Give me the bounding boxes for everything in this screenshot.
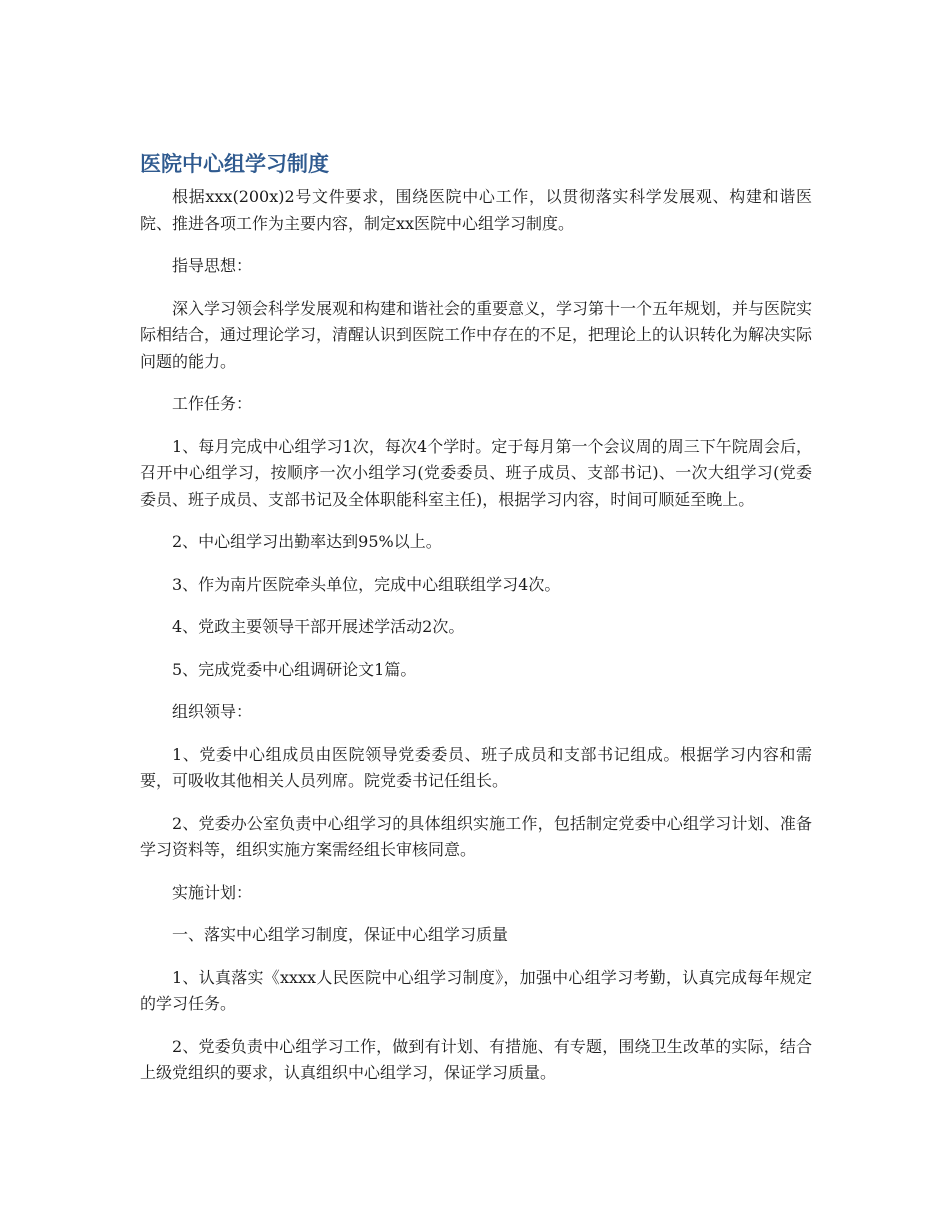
intro-paragraph: 根据xxx(200x)2号文件要求，围绕医院中心工作，以贯彻落实科学发展观、构建和谐医院、推进各项工作为主要内容，制定xx医院中心组学习制度。: [140, 187, 812, 233]
work-task-item-2: 2、中心组学习出勤率达到95%以上。: [172, 532, 442, 551]
section-heading-organization: 组织领导：: [172, 702, 253, 721]
organization-item-2: 2、党委办公室负责中心组学习的具体组织实施工作，包括制定党委中心组学习计划、准备学习资料等，组织实施方案需经组长审核同意。: [140, 813, 812, 859]
implementation-item-1: 1、认真落实《xxxx人民医院中心组学习制度》，加强中心组学习考勤，认真完成每年规定的学习任务。: [140, 967, 812, 1013]
document-body: [140, 146, 812, 1103]
work-task-item-5: 5、完成党委中心组调研论文1篇。: [172, 659, 417, 679]
work-task-item-1: 1、每月完成中心组学习1次，每次4个学时。定于每月第一个会议周的周三下午院周会后，召开中心组学习，按顺序一次小组学习(党委委员、班子成员、支部书记)、一次大组学习(党委委员、班子成员、支部书记及全体职能科室主任)，根据学习内容，时间可顺延至晚上。: [140, 436, 812, 509]
section-heading-work-tasks: 工作任务：: [172, 394, 253, 413]
document-title: 医院中心组学习制度: [140, 152, 329, 176]
guiding-ideology-paragraph: 深入学习领会科学发展观和构建和谐社会的重要意义，学习第十一个五年规划，并与医院实际相结合，通过理论学习，清醒认识到医院工作中存在的不足，把理论上的认识转化为解决实际问题的能力。: [140, 298, 813, 371]
section-heading-implementation: 实施计划：: [172, 882, 253, 902]
implementation-item-2: 2、党委负责中心组学习工作，做到有计划、有措施、有专题，围绕卫生改革的实际，结合上级党组织的要求，认真组织中心组学习，保证学习质量。: [140, 1036, 812, 1082]
work-task-item-3: 3、作为南片医院牵头单位，完成中心组联组学习4次。: [172, 574, 561, 594]
work-task-item-4: 4、党政主要领导干部开展述学活动2次。: [172, 617, 465, 636]
section-heading-guiding-ideology: 指导思想：: [172, 256, 253, 275]
organization-item-1: 1、党委中心组成员由医院领导党委委员、班子成员和支部书记组成。根据学习内容和需要，可吸收其他相关人员列席。院党委书记任组长。: [140, 744, 812, 790]
implementation-subheading-1: 一、落实中心组学习制度，保证中心组学习质量: [172, 925, 509, 944]
